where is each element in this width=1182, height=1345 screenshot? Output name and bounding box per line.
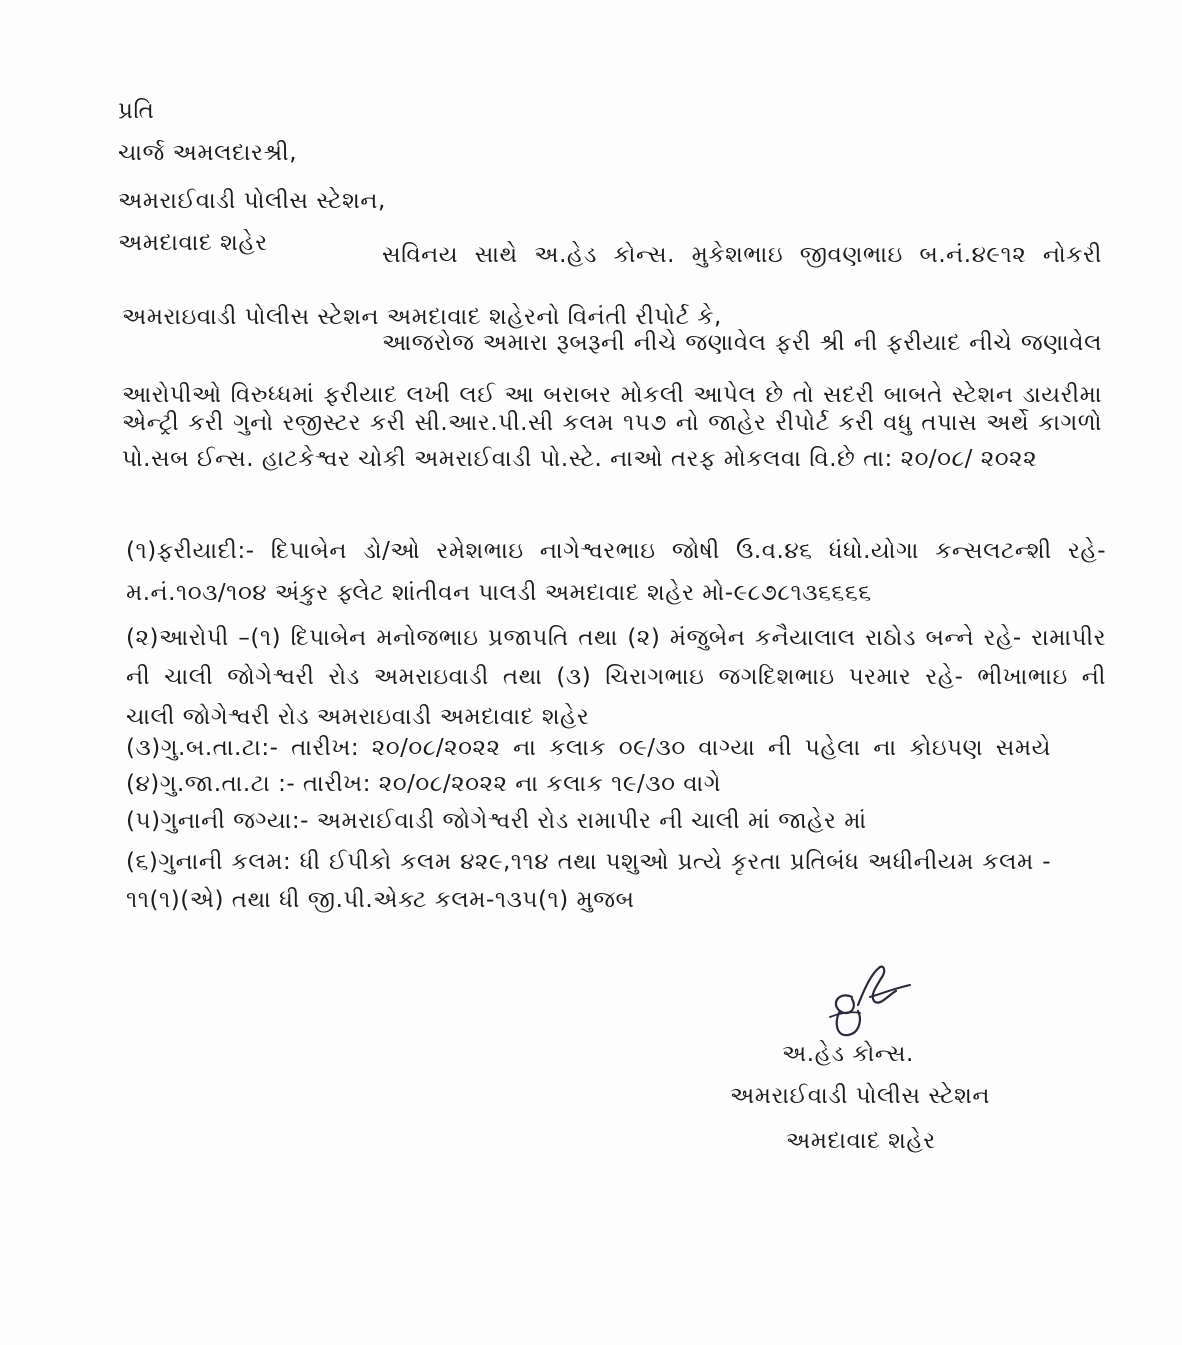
detail-crime-section-text: (૬)ગુનાની કલમ: ધી ઈપીકો કલમ ૪૨૯,૧૧૪ તથા પશુઓ પ્રત્યે કૃરતા પ્રતિબંધ અધીનીયમ કલમ - [126, 849, 1051, 875]
detail-crime-section-cont: ૧૧(૧)(એ) તથા ધી જી.પી.એક્ટ કલમ-૧૩૫(૧) મુજબ [126, 887, 635, 913]
detail-accused-address: ચાલી જોગેશ્વરી રોડ અમરાઇવાડી અમદાવાદ શહેર [126, 704, 590, 730]
intro-line-1 [382, 244, 1102, 267]
detail-accused-text: (૨)આરોપી –(૧) દિપાબેન મનોજભાઇ પ્રજાપતિ તથા (૨) મંજુબેન કનૈયાલાલ રાઠોડ બન્ને રહે- રામાપીર [126, 625, 1106, 651]
detail-crime-section [126, 851, 1051, 874]
detail-crime-place: (૫)ગુનાની જગ્યા:- અમરાઈવાડી જોગેશ્વરી રોડ રામાપીર ની ચાલી માં જાહેર માં [126, 808, 867, 834]
address-line-prati: પ્રતિ [118, 98, 155, 124]
body-line-2 [122, 384, 1102, 407]
detail-complainant-address: મ.નં.૧૦૩/૧૦૪ અંકુર ફ્લેટ શાંતીવન પાલડી અમદાવાદ શહેર મો-૯૮૭૮૧૩૬૬૬૬ [126, 580, 872, 606]
signature-title: અ.હેડ કોન્સ. [782, 1041, 914, 1067]
intro-line-1-text: સવિનય સાથે અ.હેડ કોન્સ. મુકેશભાઇ જીવણભાઇ બ.નં.૪૯૧૨ નોકરી [382, 242, 1102, 268]
detail-crime-date-text: (૩)ગુ.બ.તા.ટા:- તારીખ: ૨૦/૦૮/૨૦૨૨ ના કલાક ૦૯/૩૦ વાગ્યા ની પહેલા ના કોઇપણ સમયે [126, 735, 1051, 761]
body-line-3-text: એન્ટ્રી કરી ગુનો રજીસ્ટર કરી સી.આર.પી.સી કલમ ૧૫૭ નો જાહેર રીપોર્ટ કરી વધુ તપાસ અર્થે કાગળો [122, 410, 1102, 436]
detail-accused-cont [126, 666, 1106, 689]
signature-city: અમદાવાદ શહેર [786, 1128, 936, 1154]
detail-accused-cont-text: ની ચાલી જોગેશ્વરી રોડ અમરાઇવાડી તથા (૩) ચિરાગભાઇ જગદિશભાઇ પરમાર રહે- ભીખાભાઇ ની [126, 664, 1106, 690]
detail-crime-date [126, 737, 1051, 760]
handwritten-signature [800, 955, 930, 1055]
address-line-city: અમદાવાદ શહેર [118, 230, 268, 256]
detail-known-date: (૪)ગુ.જા.તા.ટા :- તારીખ: ૨૦/૦૮/૨૦૨૨ ના કલાક ૧૯/૩૦ વાગે [126, 771, 722, 797]
detail-complainant-text: (૧)ફરીયાદી:- દિપાબેન ડો/ઓ રમેશભાઇ નાગેશ્વરભાઇ જોષી ઉ.વ.૪૬ ધંધો.યોગા કન્સલટન્શી રહે- [126, 538, 1106, 564]
intro-line-2: અમરાઇવાડી પોલીસ સ્ટેશન અમદાવાદ શહેરનો વિનંતી રીપોર્ટ કે, [122, 304, 722, 330]
address-line-station: અમરાઈવાડી પોલીસ સ્ટેશન, [118, 188, 386, 214]
body-line-3 [122, 412, 1102, 435]
address-line-officer: ચાર્જ અમલદારશ્રી, [118, 140, 298, 166]
detail-complainant [126, 540, 1106, 563]
signature-station: અમરાઈવાડી પોલીસ સ્ટેશન [730, 1083, 990, 1109]
body-line-1-text: આજરોજ અમારા રૂબરૂની નીચે જણાવેલ ફરી શ્રી ની ફરીયાદ નીચે જણાવેલ [382, 330, 1102, 356]
body-line-1 [382, 332, 1102, 355]
detail-accused [126, 627, 1106, 650]
body-line-4: પો.સબ ઈન્સ. હાટકેશ્વર ચોકી અમરાઈવાડી પો.સ્ટે. નાઓ તરફ મોકલવા વિ.છે તા: ૨૦/૦૮/ ૨૦૨૨ [122, 446, 1038, 472]
body-line-2-text: આરોપીઓ વિરુધ્ધમાં ફરીયાદ લખી લઈ આ બરાબર મોકલી આપેલ છે તો સદરી બાબતે સ્ટેશન ડાયરીમા [122, 382, 1102, 408]
